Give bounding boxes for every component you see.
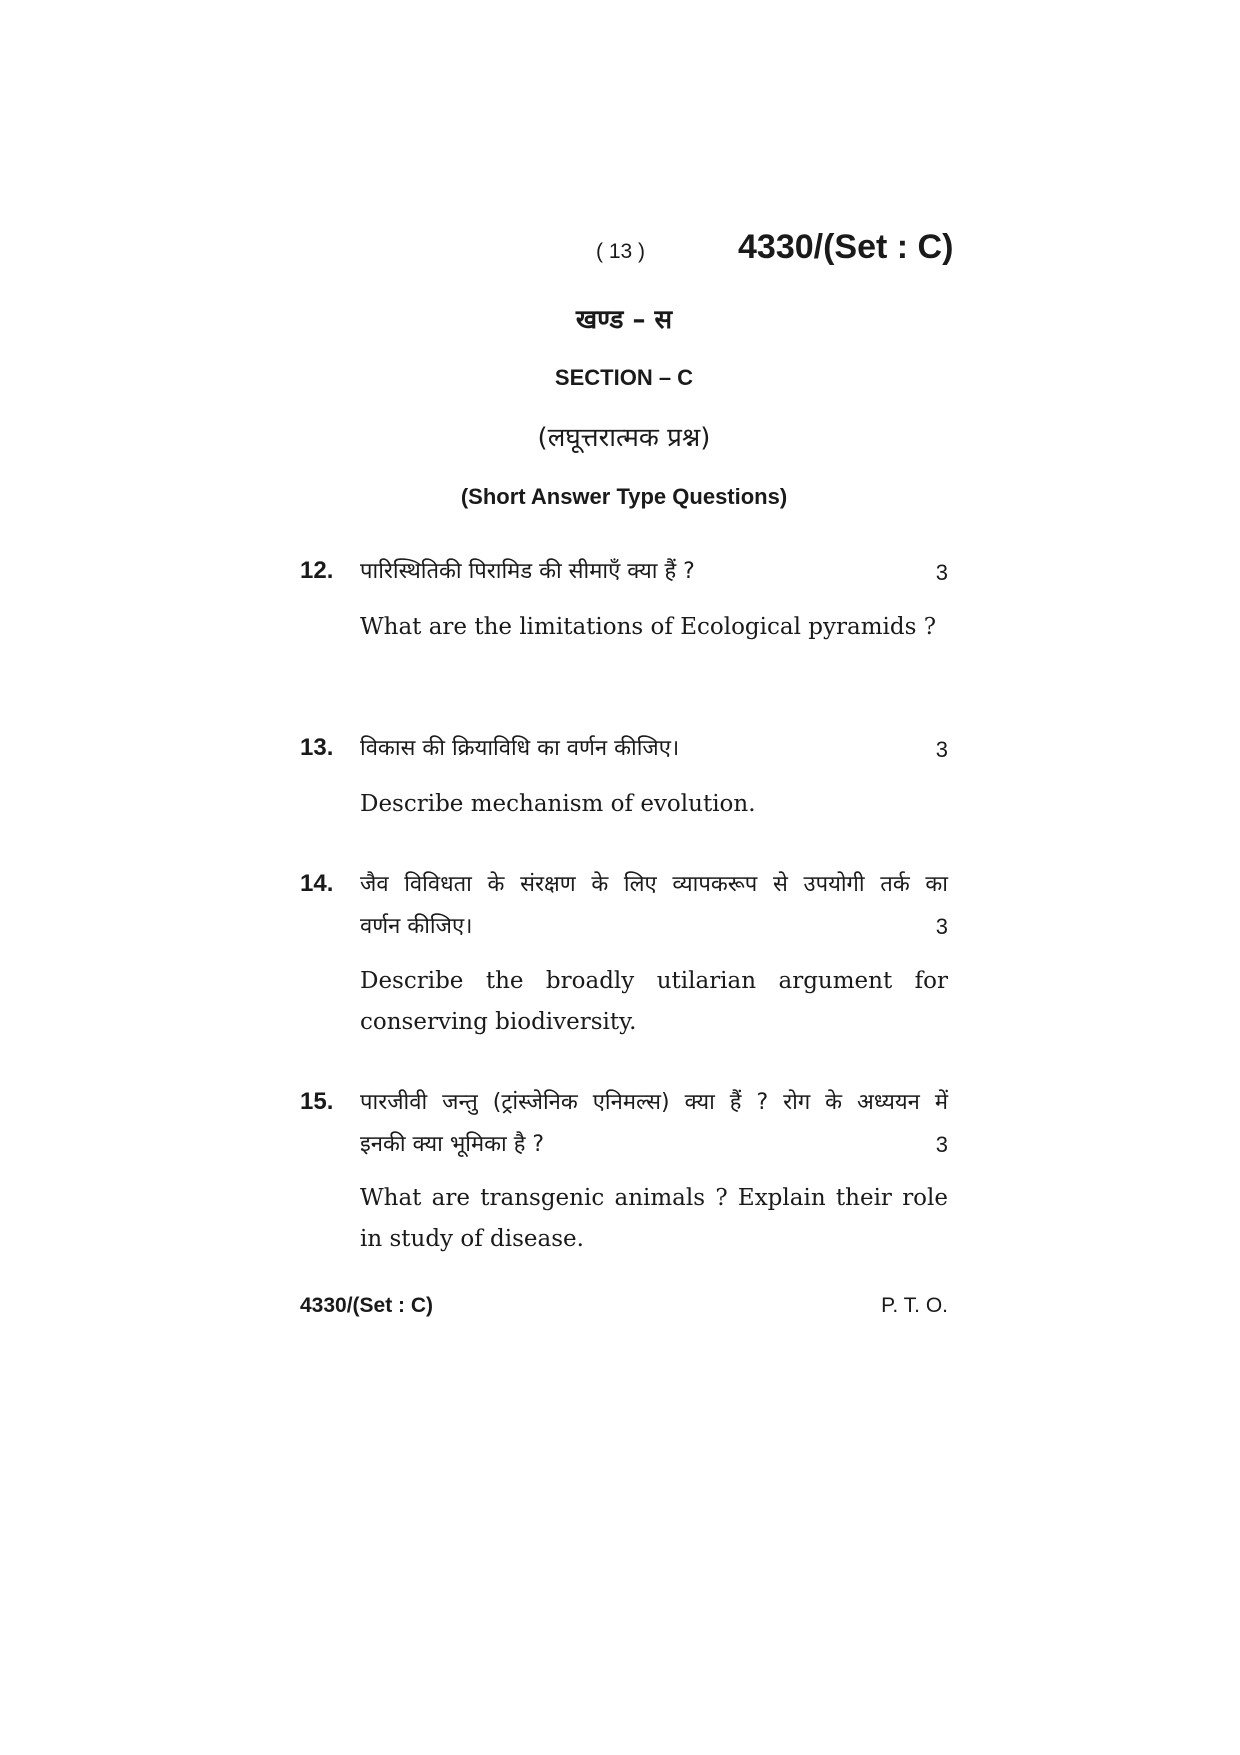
question-type-english: (Short Answer Type Questions) xyxy=(460,484,788,509)
question-text-hindi-line-2: इनकी क्या भूमिका है ? xyxy=(360,1132,545,1157)
question-number: 15. xyxy=(300,1088,334,1115)
question-marks: 3 xyxy=(935,737,948,762)
page-number: ( 13 ) xyxy=(596,240,646,263)
question-text-hindi: पारिस्थितिकी पिरामिड की सीमाएँ क्या हैं ? xyxy=(360,559,695,584)
paper-code-footer: 4330/(Set : C) xyxy=(300,1294,434,1317)
question-text-english: What are transgenic animals ? Explain their role in study of disease. xyxy=(360,1185,948,1252)
question-number: 13. xyxy=(300,734,334,761)
question-text-hindi-line-1: जैव विविधता के संरक्षण के लिए व्यापकरूप से उपयोगी तर्क का xyxy=(360,872,948,897)
question-text-hindi: विकास की क्रियाविधि का वर्णन कीजिए। xyxy=(360,736,680,761)
question-text-hindi-line-1: पारजीवी जन्तु (ट्रांस्जेनिक एनिमल्स) क्या हैं ? रोग के अध्ययन में xyxy=(360,1090,948,1115)
section-title-english: SECTION – C xyxy=(554,365,694,390)
question-text-hindi-line-2: वर्णन कीजिए। xyxy=(360,914,473,939)
question-marks: 3 xyxy=(935,1132,948,1157)
question-number: 12. xyxy=(300,557,334,584)
question-marks: 3 xyxy=(935,914,948,939)
question-text-english: Describe mechanism of evolution. xyxy=(360,791,756,817)
please-turn-over: P. T. O. xyxy=(881,1294,948,1317)
section-title-hindi: खण्ड – स xyxy=(575,305,673,335)
question-type-hindi: (लघूत्तरात्मक प्रश्न) xyxy=(537,423,711,453)
question-marks: 3 xyxy=(935,560,948,585)
paper-code-header: 4330/(Set : C) xyxy=(738,228,954,266)
question-text-english: Describe the broadly utilarian argument for conserving biodiversity. xyxy=(360,968,948,1035)
question-number: 14. xyxy=(300,870,334,897)
question-text-english: What are the limitations of Ecological pyramids ? xyxy=(360,614,937,640)
